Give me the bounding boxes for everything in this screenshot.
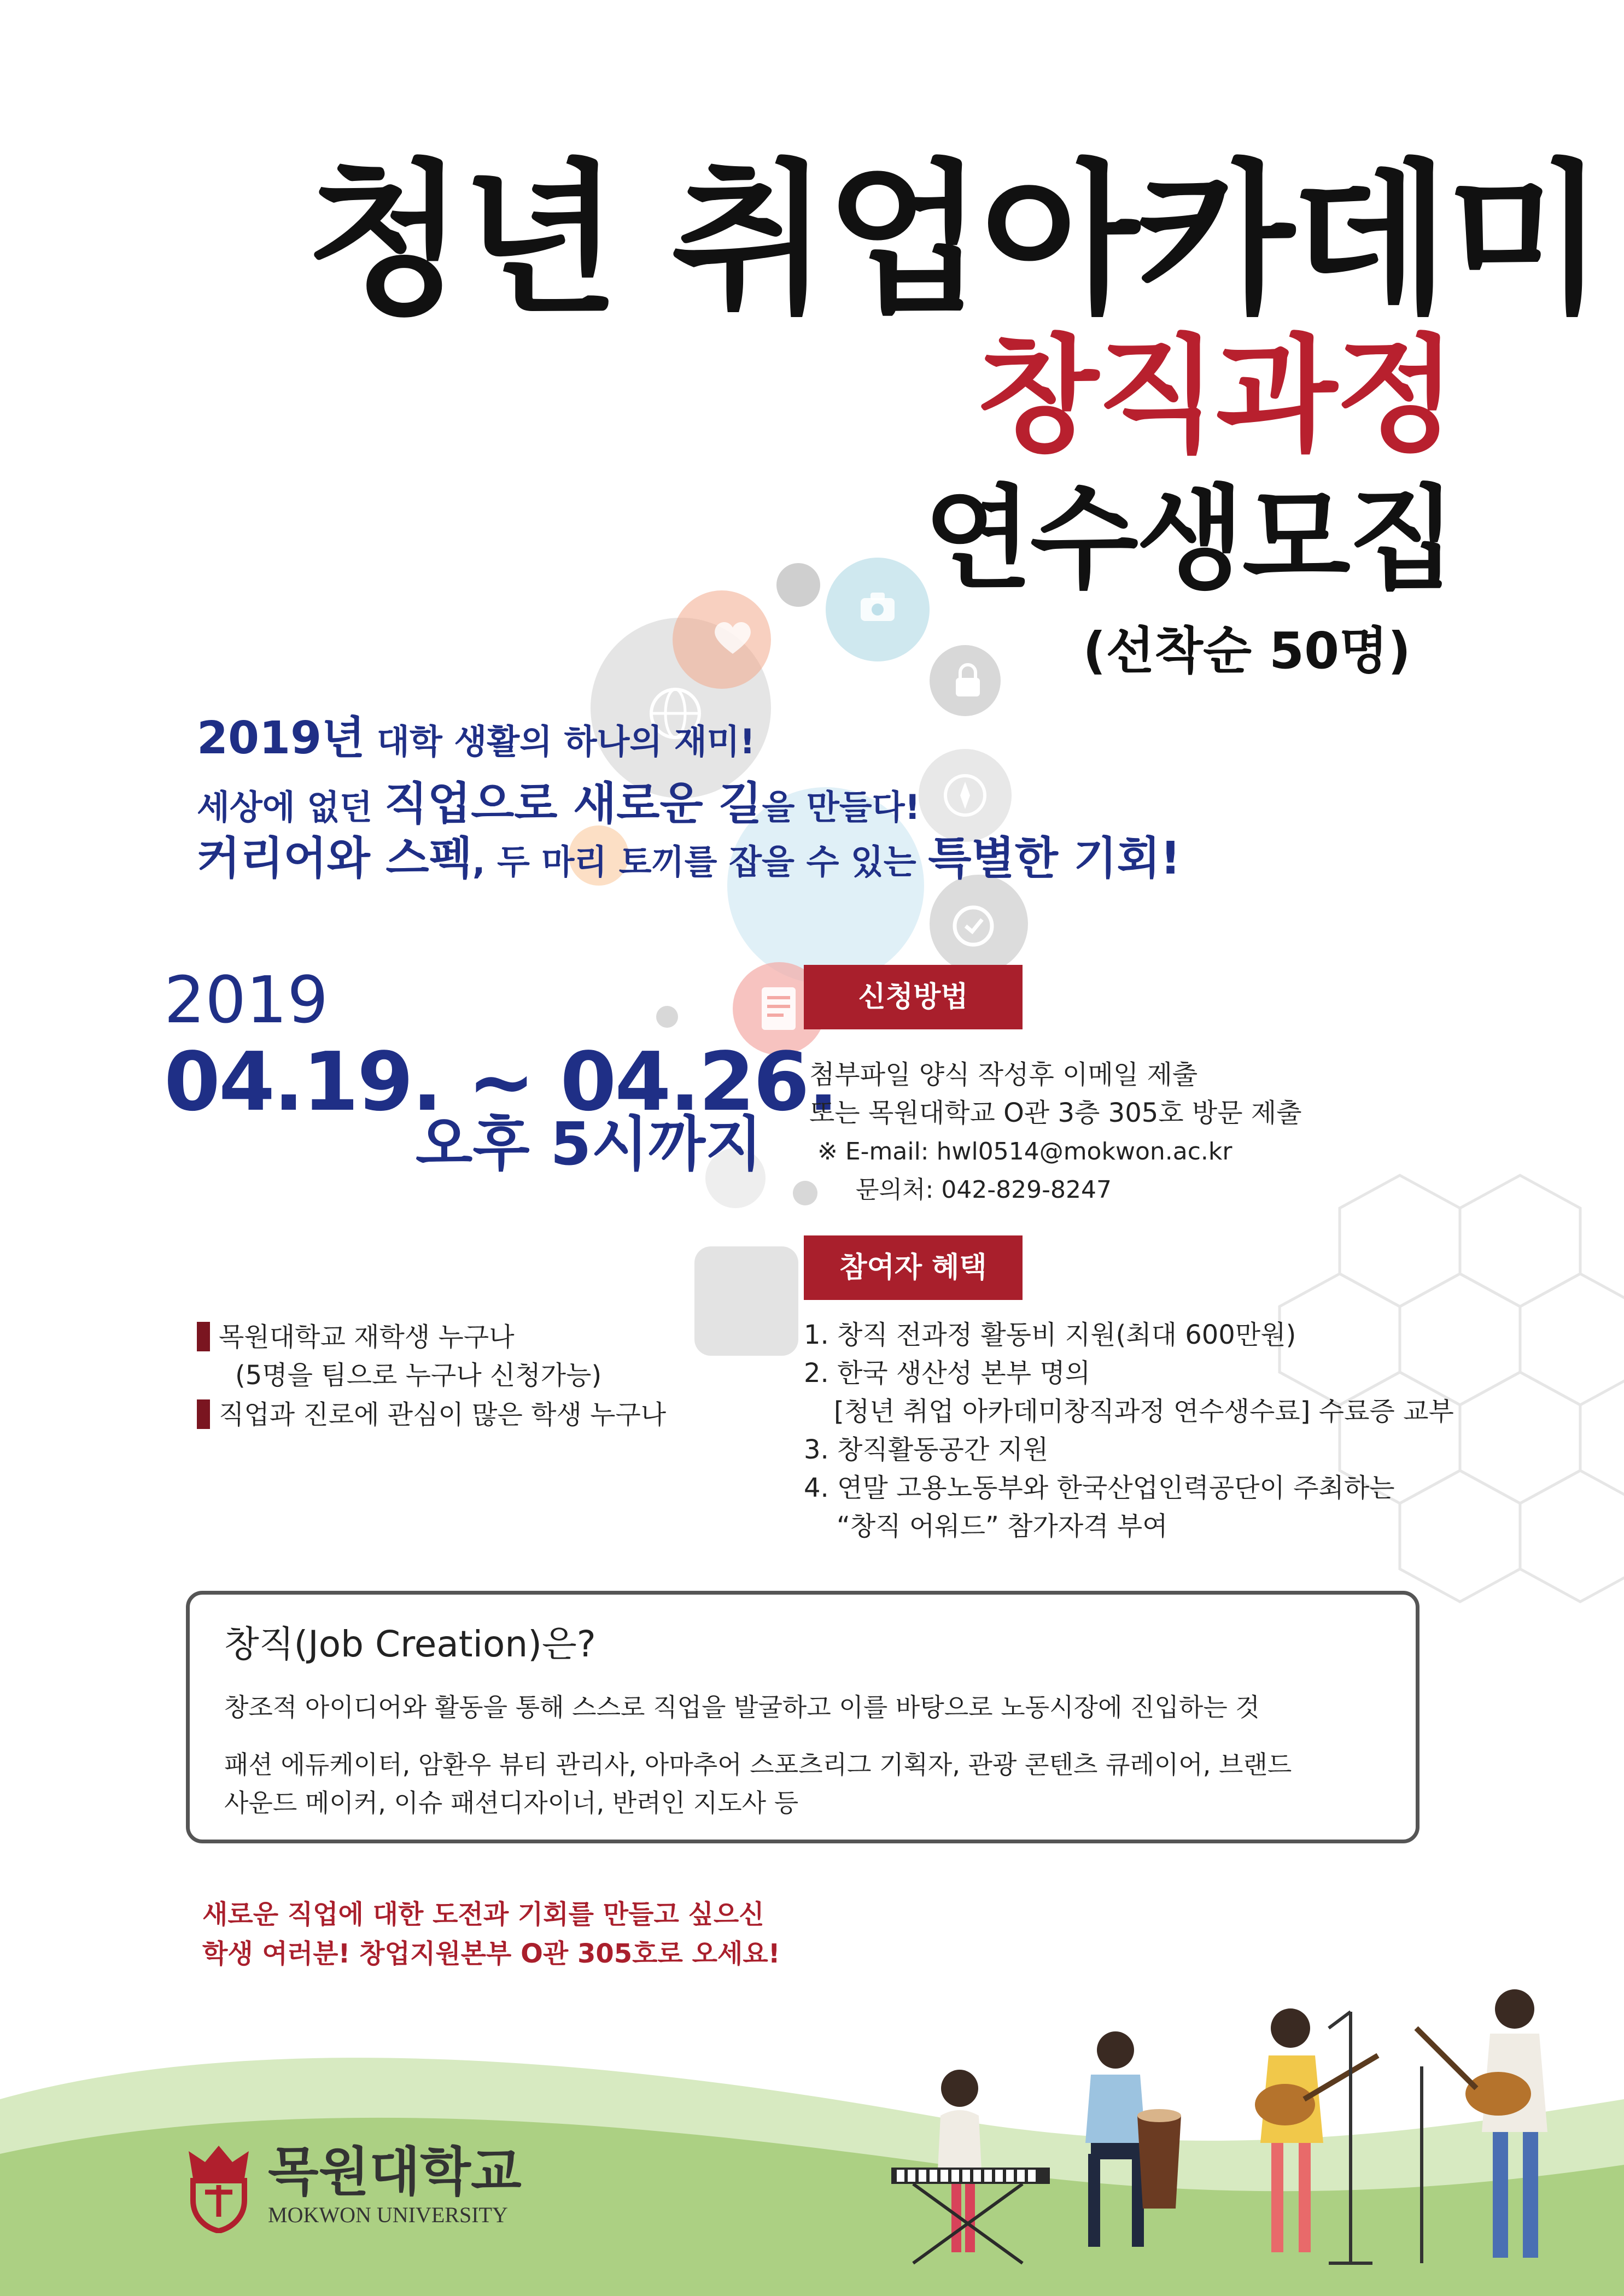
period-deadline: 오후 5시까지 xyxy=(416,1110,763,1179)
slogan-text: , 두 마리 토끼를 잡을 수 있는 xyxy=(472,842,928,882)
benefits-tag: 참여자 혜택 xyxy=(804,1235,1023,1300)
benefit-item: “창직 어워드” 참가자격 부여 xyxy=(837,1511,1168,1542)
university-emblem xyxy=(183,2140,254,2235)
recruitment-title: 연수생모집 xyxy=(924,475,1454,605)
slogan-line-2 xyxy=(197,778,920,830)
closing-line-1: 새로운 직업에 대한 도전과 기회를 만들고 싶으신 xyxy=(202,1899,764,1930)
slogan-text: 을 만들다! xyxy=(762,787,920,827)
band-illustration xyxy=(869,1979,1597,2285)
compass-icon xyxy=(940,771,990,822)
benefit-item: [청년 취업 아카데미창직과정 연수생수료] 수료증 교부 xyxy=(834,1396,1454,1427)
benefit-item: 4. 연말 고용노동부와 한국산업인력공단이 주최하는 xyxy=(804,1473,1395,1503)
decor-circle xyxy=(793,1181,817,1205)
application-method-tag: 신청방법 xyxy=(804,965,1023,1029)
benefit-item: 1. 창직 전과정 활동비 지원(최대 600만원) xyxy=(804,1320,1296,1350)
slogan-year: 2019년 xyxy=(197,712,365,764)
definition-examples: 패션 에듀케이터, 암환우 뷰티 관리사, 아마추어 스포츠리그 기획자, 관광 콘텐츠 큐레이어, 브랜드 xyxy=(224,1750,1292,1779)
heart-icon xyxy=(711,618,755,658)
decor-hexagon-pattern xyxy=(1258,1159,1624,1607)
bullet-marker xyxy=(197,1399,210,1429)
eligibility-note: (5명을 팀으로 누구나 신청가능) xyxy=(235,1360,602,1391)
university-name: 목원대학교 xyxy=(268,2141,522,2203)
closing-line-2: 학생 여러분! 창업지원본부 O관 305호로 오세요! xyxy=(202,1938,780,1969)
slogan-text: 세상에 없던 xyxy=(197,787,384,827)
keyboard-player xyxy=(891,2070,1050,2263)
period-year: 2019 xyxy=(164,962,329,1038)
benefit-item: 3. 창직활동공간 지원 xyxy=(804,1434,1049,1465)
slogan-highlight: 직업으로 새로운 길 xyxy=(384,778,762,830)
period-dates: 04.19. ~ 04.26. xyxy=(164,1035,837,1129)
university-name-english: MOKWON UNIVERSITY xyxy=(268,2203,508,2227)
application-phone: 문의처: 042-829-8247 xyxy=(856,1176,1112,1204)
quota-note: (선착순 50명) xyxy=(1083,622,1411,680)
singer-guitarist xyxy=(1255,2008,1422,2263)
benefit-item: 2. 한국 생산성 본부 명의 xyxy=(804,1358,1091,1389)
application-line-1: 첨부파일 양식 작성후 이메일 제출 xyxy=(809,1059,1198,1090)
eligibility-item: 목원대학교 재학생 누구나 xyxy=(219,1322,515,1352)
definition-text: 창조적 아이디어와 활동을 통해 스스로 직업을 발굴하고 이를 바탕으로 노동시장에 진입하는 것 xyxy=(224,1692,1260,1722)
bullet-marker xyxy=(197,1322,210,1351)
alarm-clock-icon xyxy=(946,897,1001,953)
definition-title: 창직(Job Creation)은? xyxy=(224,1623,596,1665)
slogan-highlight: 커리어와 스펙 xyxy=(197,833,472,885)
drum-player xyxy=(1085,2031,1181,2247)
slogan-highlight: 특별한 기회! xyxy=(928,833,1181,885)
eligibility-item: 직업과 진로에 관심이 많은 학생 누구나 xyxy=(219,1399,667,1430)
application-email: ※ E-mail: hwl0514@mokwon.ac.kr xyxy=(817,1138,1232,1165)
decor-circle xyxy=(656,1006,678,1028)
slogan-line-1 xyxy=(197,712,755,764)
slogan-text: 대학 생활의 하나의 재미! xyxy=(365,722,755,762)
definition-examples: 사운드 메이커, 이슈 패션디자이너, 반려인 지도사 등 xyxy=(224,1788,799,1818)
application-line-2: 또는 목원대학교 O관 3층 305호 방문 제출 xyxy=(809,1098,1302,1128)
document-icon xyxy=(757,984,801,1035)
decor-puzzle-shape xyxy=(694,1246,798,1356)
course-title: 창직과정 xyxy=(977,323,1454,469)
lock-icon xyxy=(951,661,984,702)
page-title: 청년 취업아카데미 xyxy=(306,145,1602,336)
slogan-line-3 xyxy=(197,833,1181,885)
guitar-player xyxy=(1416,1989,1547,2258)
